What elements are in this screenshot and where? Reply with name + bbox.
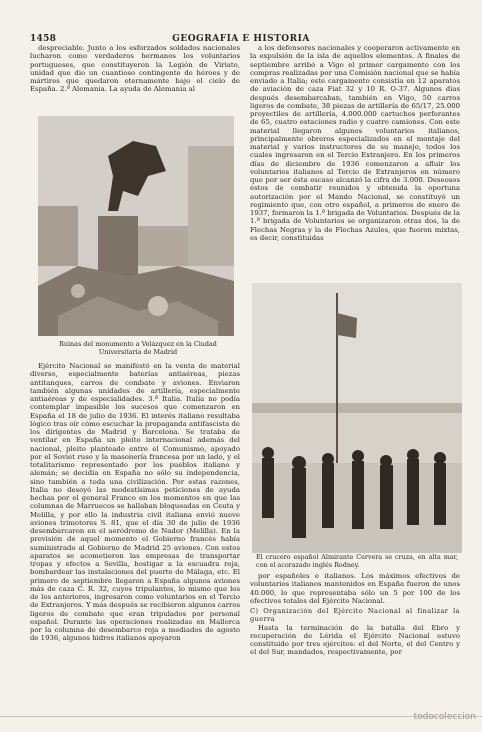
running-header: GEOGRAFIA E HISTORIA [172, 34, 310, 44]
watermark: todocoleccion [413, 712, 476, 722]
photo-caption: Ruinas del monumento a Velázquez en la Ciudad Universitaria de Madrid [59, 340, 217, 356]
paragraph: despreciable. Junto a los esforzados soldados nacionales lucharon como verdaderos hermanos los voluntarios portugueses, que constituyeron la Legión de Viriato, unidad que dio un cuantioso contingente de héroes y de mártires que quedaron eternamente bajo el cielo de España. 2.ª Alemania. La ayuda de Alemania al [30, 44, 240, 94]
paragraph: Hasta la terminación de la batalla del Ebro y recuperación de Lérida el Ejército Nacional estuvo constituido por tres ejércitos: el del Norte, el del Centro y el del Sur, mandados, respectivamente, por [250, 623, 460, 657]
photo-cruiser-deck [252, 283, 462, 553]
column-right-bottom [250, 572, 460, 702]
paragraph: Ejército Nacional se manifestó en la venta de material diverso, especialmente baterías antiaéreas, piezas antitanques, carros de combate y aviones. Enviaron también algunas unidades de artillería, especialmente antiaéreas y de especialidades. 3.ª Italia. Italia no podía contemplar impasible los sucesos que comenzaron en España el 18 de julio de 1936. El interés italiano resultaba lógico tras oír cómo escuchar la propaganda antifascista de los dirigentes de Madrid y Barcelona. Se trataba de ventilar en España un pleito internacional además del nacional, pleito planteado entre el Comunismo, apoyado por el Soviet ruso y la masonería francesa por un lado, y el totalitarismo representado por los pueblos italiano y alemán; se decidía en España no sólo su independencia, sino también a toda una civilización. Por estas razones, Italia no desoyó las modestísimas peticiones de ayuda hechas por el general Franco en los momentos en que las columnas de Marruecos se hallaban bloqueadas en Ceuta y Melilla, y por ello la industria civil italiana envió nueve aviones trimotores S. 81, que el día 30 de julio de 1936 desembarcaron en el aeródromo de Nador (Melilla). En la previsión de aquel momento el Gobierno francés había suministrado al Gobierno de Madrid 25 aviones. Con estos aparatos se acometieron las empresas de transportar tropas y efectos a Sevilla, hostigar a la escuadra roja, bombardear las instalaciones del puerto de Málaga, etc. El primero de septiembre llegaron a España algunos aviones más de caza C. R. 32, cuyos tripulantes, lo mismo que los de los anteriores, ingresaron como voluntarios en el Tercio de Extranjeros. Y más después se recibieron algunos carros ligeros de combate que eran tripulados por personal español. Durante las operaciones realizadas en Mallorca por la columna de desembarco roja a mediados de agosto de 1936, algunos hidros italianos apoyaron [30, 362, 240, 643]
paragraph: por españoles e italianos. Los máximos efectivos de voluntarios italianos mantenidos en España fueron de unos 40.000, lo que representaba sólo un 5 por 100 de los efectivos totales del Ejército Nacional. [250, 572, 460, 605]
column-left-bottom [30, 362, 240, 702]
monument-ruins-image [38, 116, 234, 336]
photo-caption: El crucero español Almirante Cervera se cruza, en alta mar, con el acorazado inglés Rodney. [256, 553, 458, 569]
footer-divider [0, 716, 482, 717]
photo-monument-ruins [38, 116, 234, 336]
column-right-top [250, 44, 460, 270]
paragraph: a los defensores nacionales y cooperaron activamente en la expulsión de la isla de aquellos elementos. A finales de septiembre arribó a Vigo el primer cargamento con los compras realizadas por una Comisión nacional que se había enviado a Italia; este cargamento consistía en 12 aparatos de aviación de caza Fiat 32 y 10 R. O-37. Algunos días después desembarcaban, también en Vigo, 50 carros ligeros de combate, 38 piezas de artillería de 65/17, 25.000 proyectiles de artillería, 4.000.000 cartuchos perforantes de 65, cuatro estaciones radio y cuatro camiones. Con este material llegaron algunos voluntarios italianos, principalmente obreros especializados en el montaje del material y varios instructores de su manejo, todos los cuales ingresaron en el Tercio Extranjero. En los primeros días de diciembre de 1936 comenzaron a afluir los voluntarios italianos al Tercio de Extranjeros en número que por ser ésta escaso alcanzó la cifra de 3.000. Deseosos éstos de combatir reunidos y obtenida la oportuna autorización por el Mando Nacional, se constituyó un regimiento que, con otro español, a primeros de enero de 1937, formaron la 1.ª brigada de Voluntarios. Después de la 1.ª brigada de Voluntarios se organizaron otras dos, la de Flechas Negras y la de Flechas Azules, que fueron mixtas, es decir, constituidas [250, 44, 460, 242]
section-heading: C) Organización del Ejército Nacional al finalizar la guerra [250, 607, 460, 624]
page-number: 1458 [30, 34, 57, 44]
cruiser-deck-image [252, 283, 462, 553]
